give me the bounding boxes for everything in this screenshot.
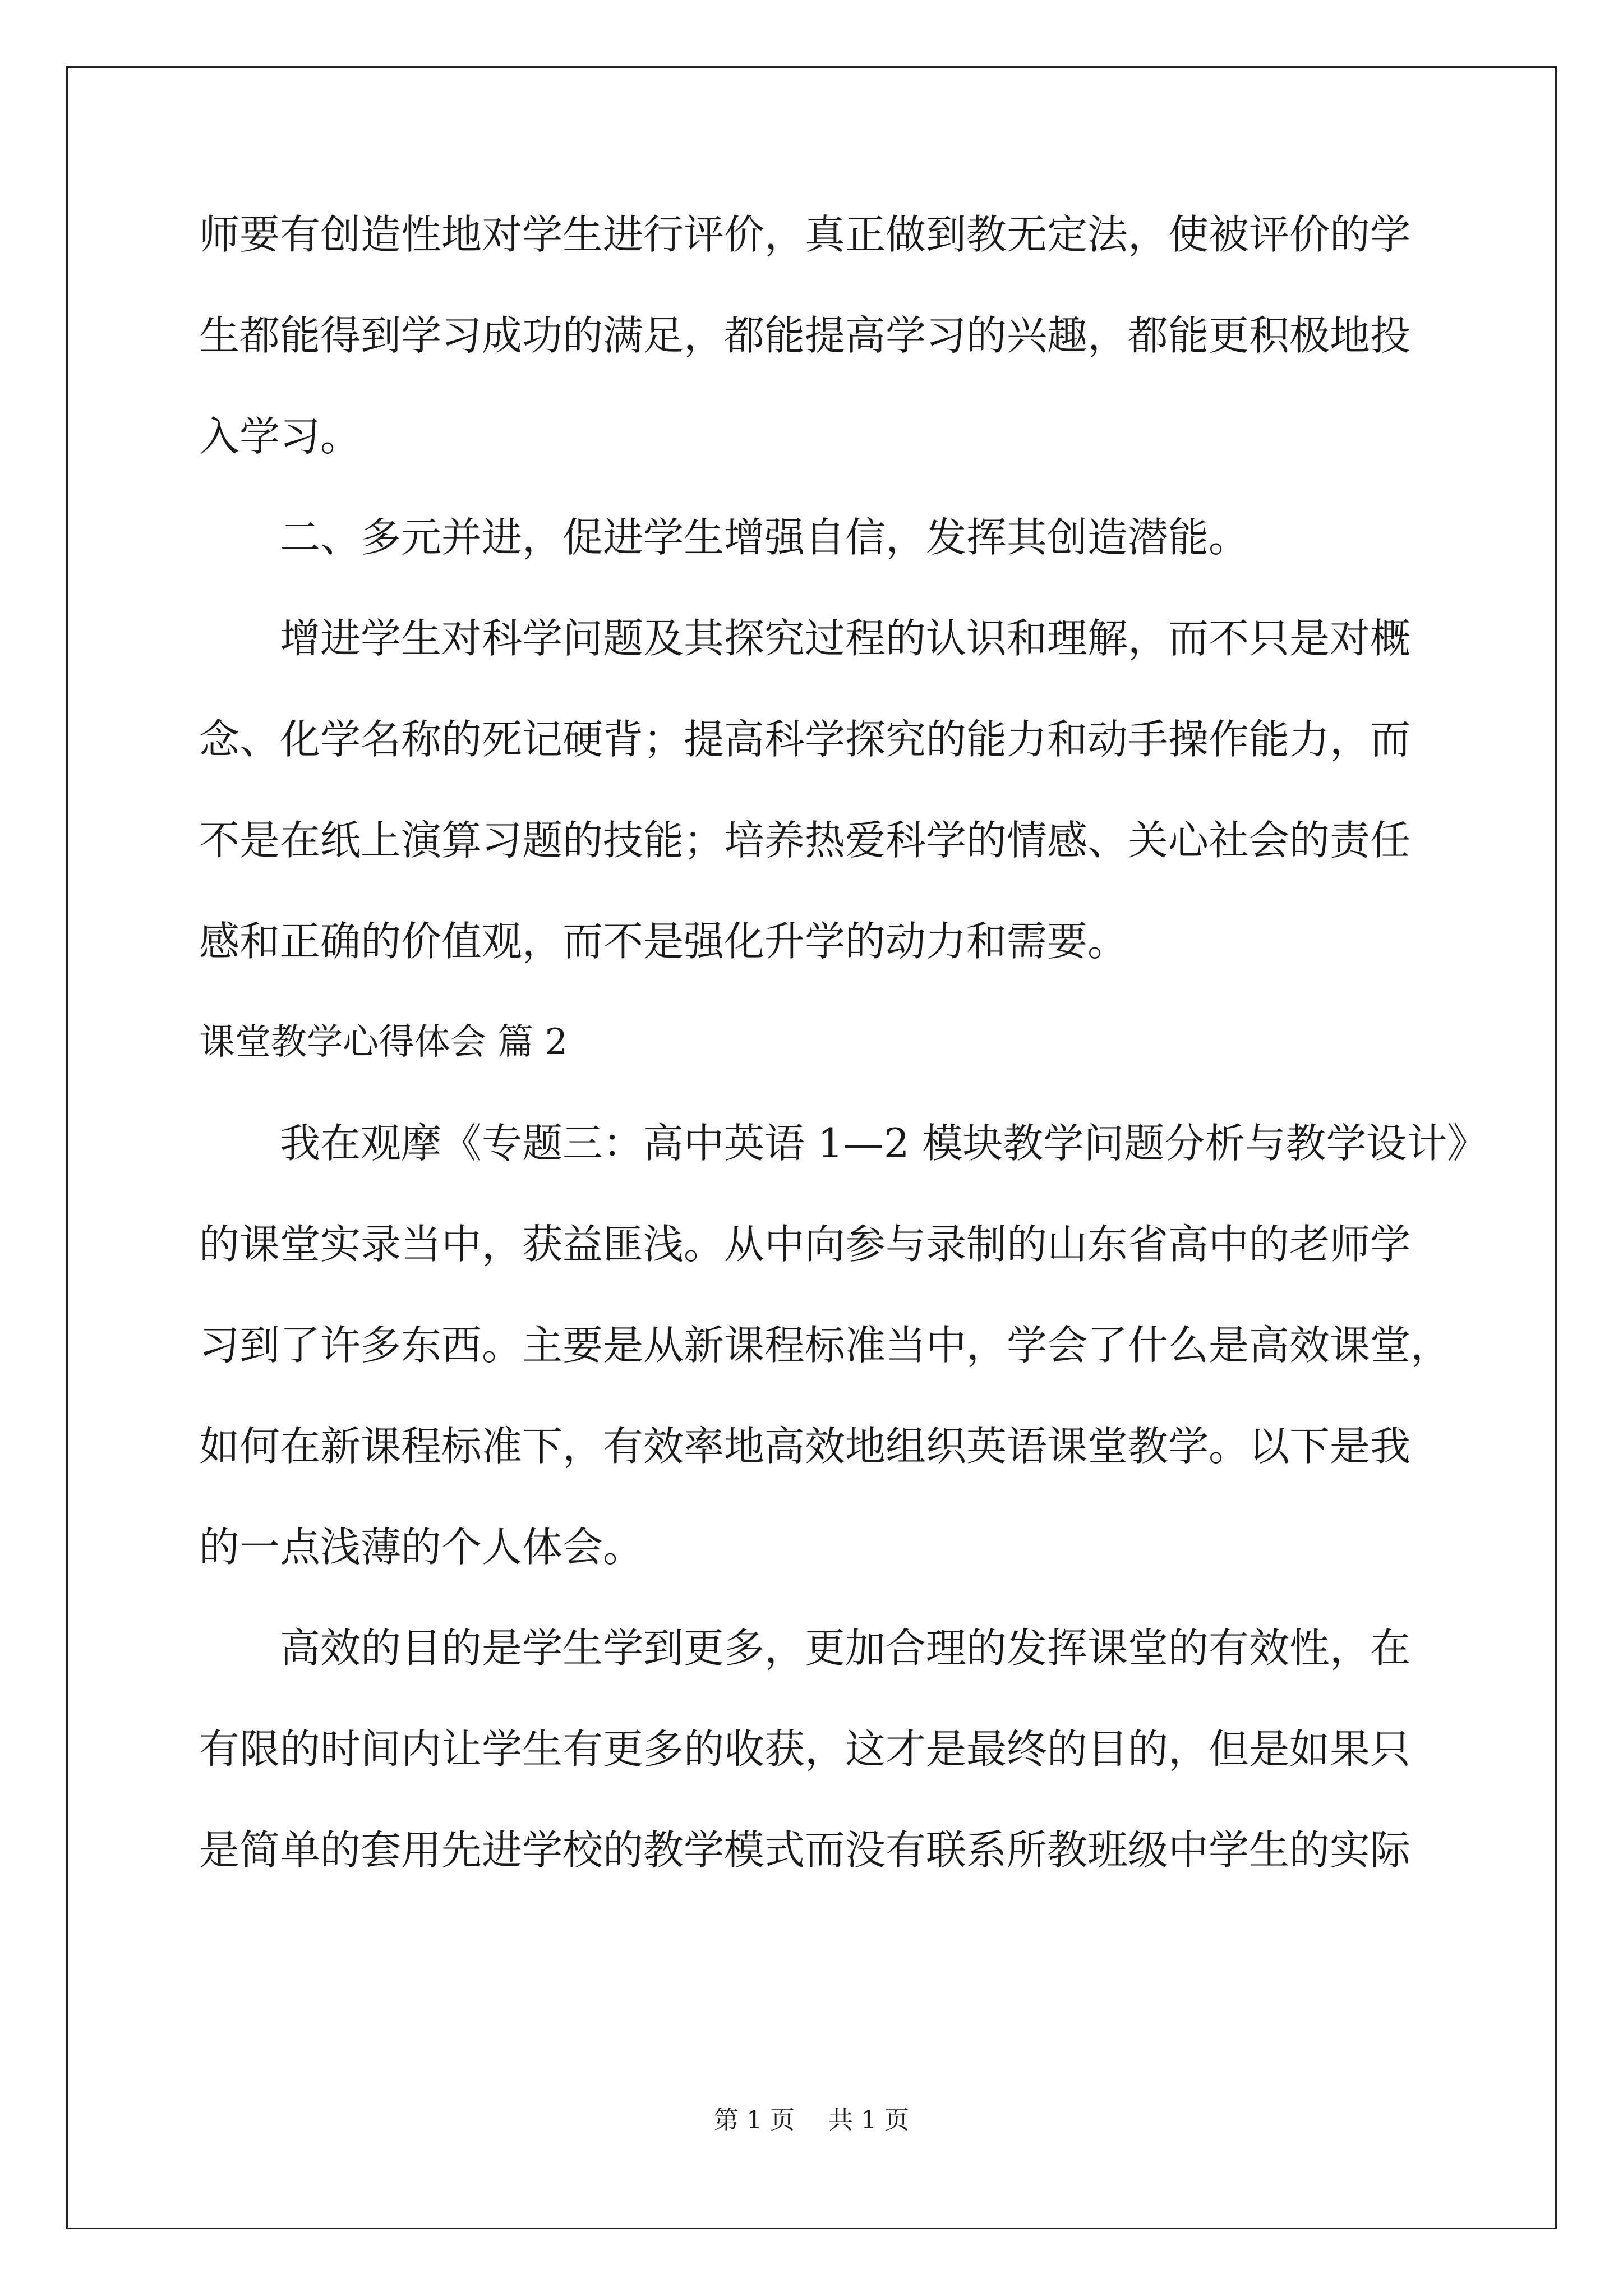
text-line: 习到了许多东西。主要是从新课程标准当中，学会了什么是高效课堂， bbox=[199, 1322, 1451, 1369]
text-line: 的一点浅薄的个人体会。 bbox=[199, 1524, 644, 1571]
section-heading: 二、多元并进，促进学生增强自信，发挥其创造潜能。 bbox=[280, 514, 1249, 561]
text-line: 的课堂实录当中，获益匪浅。从中向参与录制的山东省高中的老师学 bbox=[199, 1221, 1411, 1268]
text-line: 是简单的套用先进学校的教学模式而没有联系所教班级中学生的实际 bbox=[199, 1826, 1411, 1874]
document-body bbox=[199, 208, 1488, 1877]
text-line: 感和正确的价值观，而不是强化升学的动力和需要。 bbox=[199, 918, 1128, 965]
text-line: 入学习。 bbox=[199, 413, 361, 460]
article-heading: 课堂教学心得体会 篇 2 bbox=[199, 1022, 568, 1063]
page-footer bbox=[0, 2104, 1623, 2137]
text-line: 有限的时间内让学生有更多的收获，这才是最终的目的，但是如果只 bbox=[199, 1726, 1411, 1773]
text-line: 念、化学名称的死记硬背；提高科学探究的能力和动手操作能力，而 bbox=[199, 716, 1411, 763]
text-line: 增进学生对科学问题及其探究过程的认识和理解，而不只是对概 bbox=[280, 615, 1411, 662]
text-line: 高效的目的是学生学到更多，更加合理的发挥课堂的有效性，在 bbox=[280, 1625, 1411, 1672]
page-number-total: 共 1 页 bbox=[828, 2106, 909, 2134]
text-line: 我在观摩《专题三：高中英语 1—2 模块教学问题分析与教学设计》 bbox=[280, 1120, 1488, 1167]
text-line: 不是在纸上演算习题的技能；培养热爱科学的情感、关心社会的责任 bbox=[199, 817, 1411, 864]
text-line: 如何在新课程标准下，有效率地高效地组织英语课堂教学。以下是我 bbox=[199, 1423, 1411, 1470]
text-line: 生都能得到学习成功的满足，都能提高学习的兴趣，都能更积极地投 bbox=[199, 312, 1411, 359]
text-line: 师要有创造性地对学生进行评价，真正做到教无定法，使被评价的学 bbox=[199, 211, 1411, 258]
page-number-current: 第 1 页 bbox=[714, 2106, 795, 2134]
